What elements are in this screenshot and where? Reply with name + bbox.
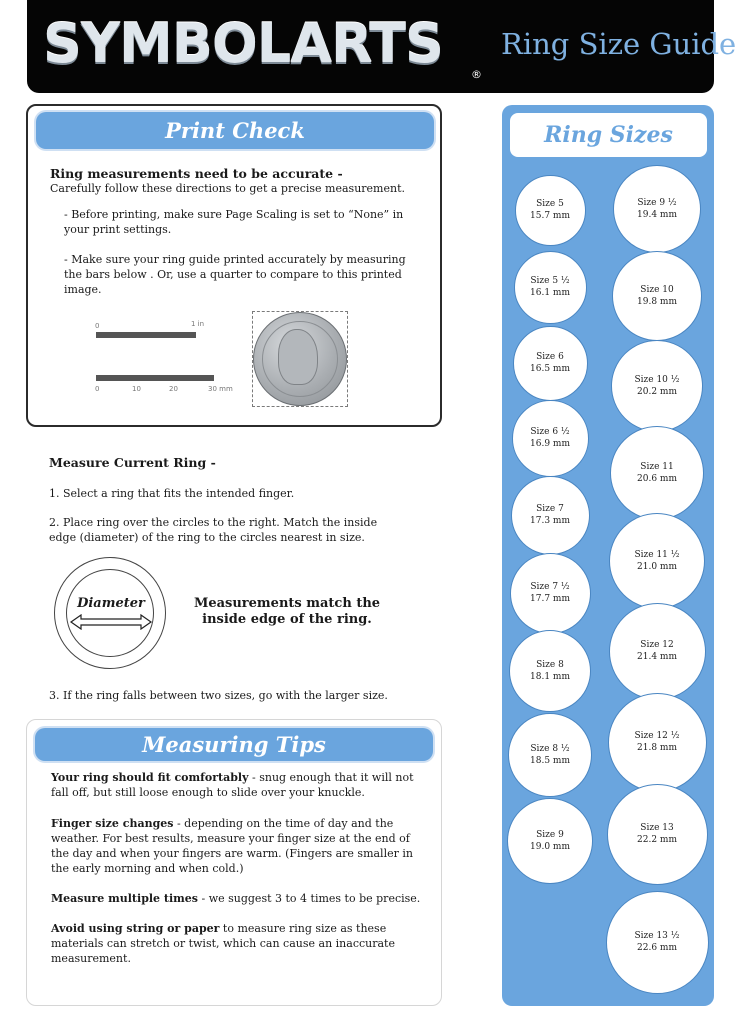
ring-size-mm: 20.2 mm [637, 387, 677, 397]
ring-size-label: Size 6 ½ [530, 427, 570, 437]
ring-size-mm: 16.5 mm [530, 364, 570, 374]
ring-size-label: Size 5 ½ [530, 276, 570, 286]
tip-body: - we suggest 3 to 4 times to be precise. [197, 892, 421, 905]
tip-heading: Avoid using string or paper [51, 922, 220, 935]
ring-size-mm: 17.7 mm [530, 594, 570, 604]
ring-size-mm: 20.6 mm [637, 474, 677, 484]
ring-size-mm: 17.3 mm [530, 516, 570, 526]
page-title: Ring Size Guide [501, 27, 737, 61]
mm-ruler-tick-20: 20 [169, 385, 178, 393]
tip-measure-multiple [51, 891, 429, 906]
ring-size-mm: 22.2 mm [637, 835, 677, 845]
inside-edge-note: Measurements match the inside edge of the ring. [193, 596, 381, 627]
tip-finger-size-changes [51, 816, 429, 876]
ring-size-mm: 22.6 mm [637, 943, 677, 953]
ring-size-circle [514, 251, 587, 324]
ring-size-mm: 16.1 mm [530, 288, 570, 298]
tip-body: - snug enough that it will not fall off, but still loose enough to slide over your knuckle. [51, 771, 414, 799]
quarter-portrait [278, 329, 318, 385]
calibration-rulers [90, 318, 240, 388]
ring-size-circle [609, 603, 706, 700]
ring-size-circle [607, 784, 708, 885]
ring-inner-edge [66, 569, 154, 657]
ring-size-mm: 21.0 mm [637, 562, 677, 572]
tip-heading: Finger size changes [51, 817, 174, 830]
print-bullet-scaling: - Before printing, make sure Page Scaling is set to “None” in your print settings. [64, 208, 404, 236]
measure-step-2: 2. Place ring over the circles to the right. Match the inside edge (diameter) of the ring to the circles nearest in size. [49, 516, 378, 544]
ring-size-label: Size 8 ½ [530, 744, 570, 754]
ring-size-circle [512, 400, 589, 477]
ring-size-label: Size 12 ½ [634, 731, 680, 741]
tip-body: - depending on the time of day and the weather. For best results, measure your finger size at the end of the day and when your fingers are warm. (Fingers are smaller in the early morning and when cold.) [51, 817, 413, 875]
mm-bar [96, 375, 214, 381]
ring-size-circle [609, 513, 705, 609]
ring-size-label: Size 10 ½ [634, 375, 680, 385]
ring-size-mm: 15.7 mm [530, 211, 570, 221]
inch-bar [96, 332, 196, 338]
ring-sizes-title: Ring Sizes [510, 113, 707, 157]
print-check-panel [26, 104, 442, 427]
symbolarts-logo [33, 6, 489, 86]
quarter-coin-image [253, 312, 347, 406]
measure-current-title: Measure Current Ring - [49, 455, 216, 470]
ring-size-label: Size 7 ½ [530, 582, 570, 592]
ring-size-label: Size 6 [536, 352, 564, 362]
header-bar [27, 0, 737, 93]
mm-ruler-tick-0: 0 [95, 385, 100, 393]
inch-ruler-end: 1 in [191, 320, 205, 328]
ring-size-mm: 19.4 mm [637, 210, 677, 220]
accuracy-heading: Ring measurements need to be accurate - [50, 166, 343, 181]
ring-size-circle [513, 326, 588, 401]
ring-size-label: Size 11 [640, 462, 674, 472]
mm-ruler-tick-30: 30 mm [208, 385, 233, 393]
ring-size-label: Size 5 [536, 199, 564, 209]
accuracy-subheading: Carefully follow these directions to get a precise measurement. [50, 182, 405, 195]
ring-size-circle [613, 165, 701, 253]
ring-size-circle [606, 891, 709, 994]
diameter-label: Diameter [77, 596, 145, 611]
ring-size-label: Size 13 [640, 823, 674, 833]
registered-mark: ® [471, 68, 482, 81]
ring-size-circle [610, 426, 704, 520]
tip-body: to measure ring size as these materials can stretch or twist, which can cause an inaccurate measurement. [51, 922, 395, 965]
ring-size-label: Size 10 [640, 285, 674, 295]
ring-size-label: Size 8 [536, 660, 564, 670]
ring-sizes-column [502, 105, 714, 1006]
ring-diagram [54, 557, 166, 669]
ring-size-label: Size 9 ½ [637, 198, 677, 208]
print-check-title: Print Check [36, 112, 434, 149]
ring-size-mm: 18.1 mm [530, 672, 570, 682]
ring-size-circle [509, 630, 591, 712]
ring-size-circle [611, 340, 703, 432]
ring-size-mm: 21.8 mm [637, 743, 677, 753]
measuring-tips-panel [26, 719, 442, 1006]
ring-size-label: Size 7 [536, 504, 564, 514]
tip-heading: Your ring should fit comfortably [51, 771, 249, 784]
ring-size-label: Size 13 ½ [634, 931, 680, 941]
mm-ruler-tick-10: 10 [132, 385, 141, 393]
ring-size-circle [511, 476, 590, 555]
logo-text: SYMBOLARTS [43, 12, 443, 75]
ring-size-circle [515, 175, 586, 246]
tip-fit-comfortably [51, 770, 429, 800]
diameter-arrow-icon [69, 614, 153, 630]
ring-size-circle [510, 553, 591, 634]
ring-size-circle [507, 798, 593, 884]
ring-size-circle [612, 251, 702, 341]
tip-avoid-string [51, 921, 429, 966]
quarter-outline [252, 311, 348, 407]
ring-size-mm: 16.9 mm [530, 439, 570, 449]
ring-size-circle [608, 693, 707, 792]
measure-step-1: 1. Select a ring that fits the intended finger. [49, 487, 295, 500]
measuring-tips-title: Measuring Tips [35, 728, 433, 761]
inch-ruler-start: 0 [95, 322, 100, 330]
ring-size-label: Size 11 ½ [634, 550, 680, 560]
ring-size-circle [508, 713, 592, 797]
ring-size-mm: 19.0 mm [530, 842, 570, 852]
ring-size-mm: 19.8 mm [637, 297, 677, 307]
ring-size-label: Size 9 [536, 830, 564, 840]
ring-size-mm: 21.4 mm [637, 652, 677, 662]
measure-step-3: 3. If the ring falls between two sizes, go with the larger size. [49, 689, 388, 702]
ring-size-mm: 18.5 mm [530, 756, 570, 766]
print-bullet-measure: - Make sure your ring guide printed accurately by measuring the bars below . Or, use a quarter to compare to this printed image. [64, 253, 406, 296]
tip-heading: Measure multiple times [51, 892, 198, 905]
ring-size-label: Size 12 [640, 640, 674, 650]
